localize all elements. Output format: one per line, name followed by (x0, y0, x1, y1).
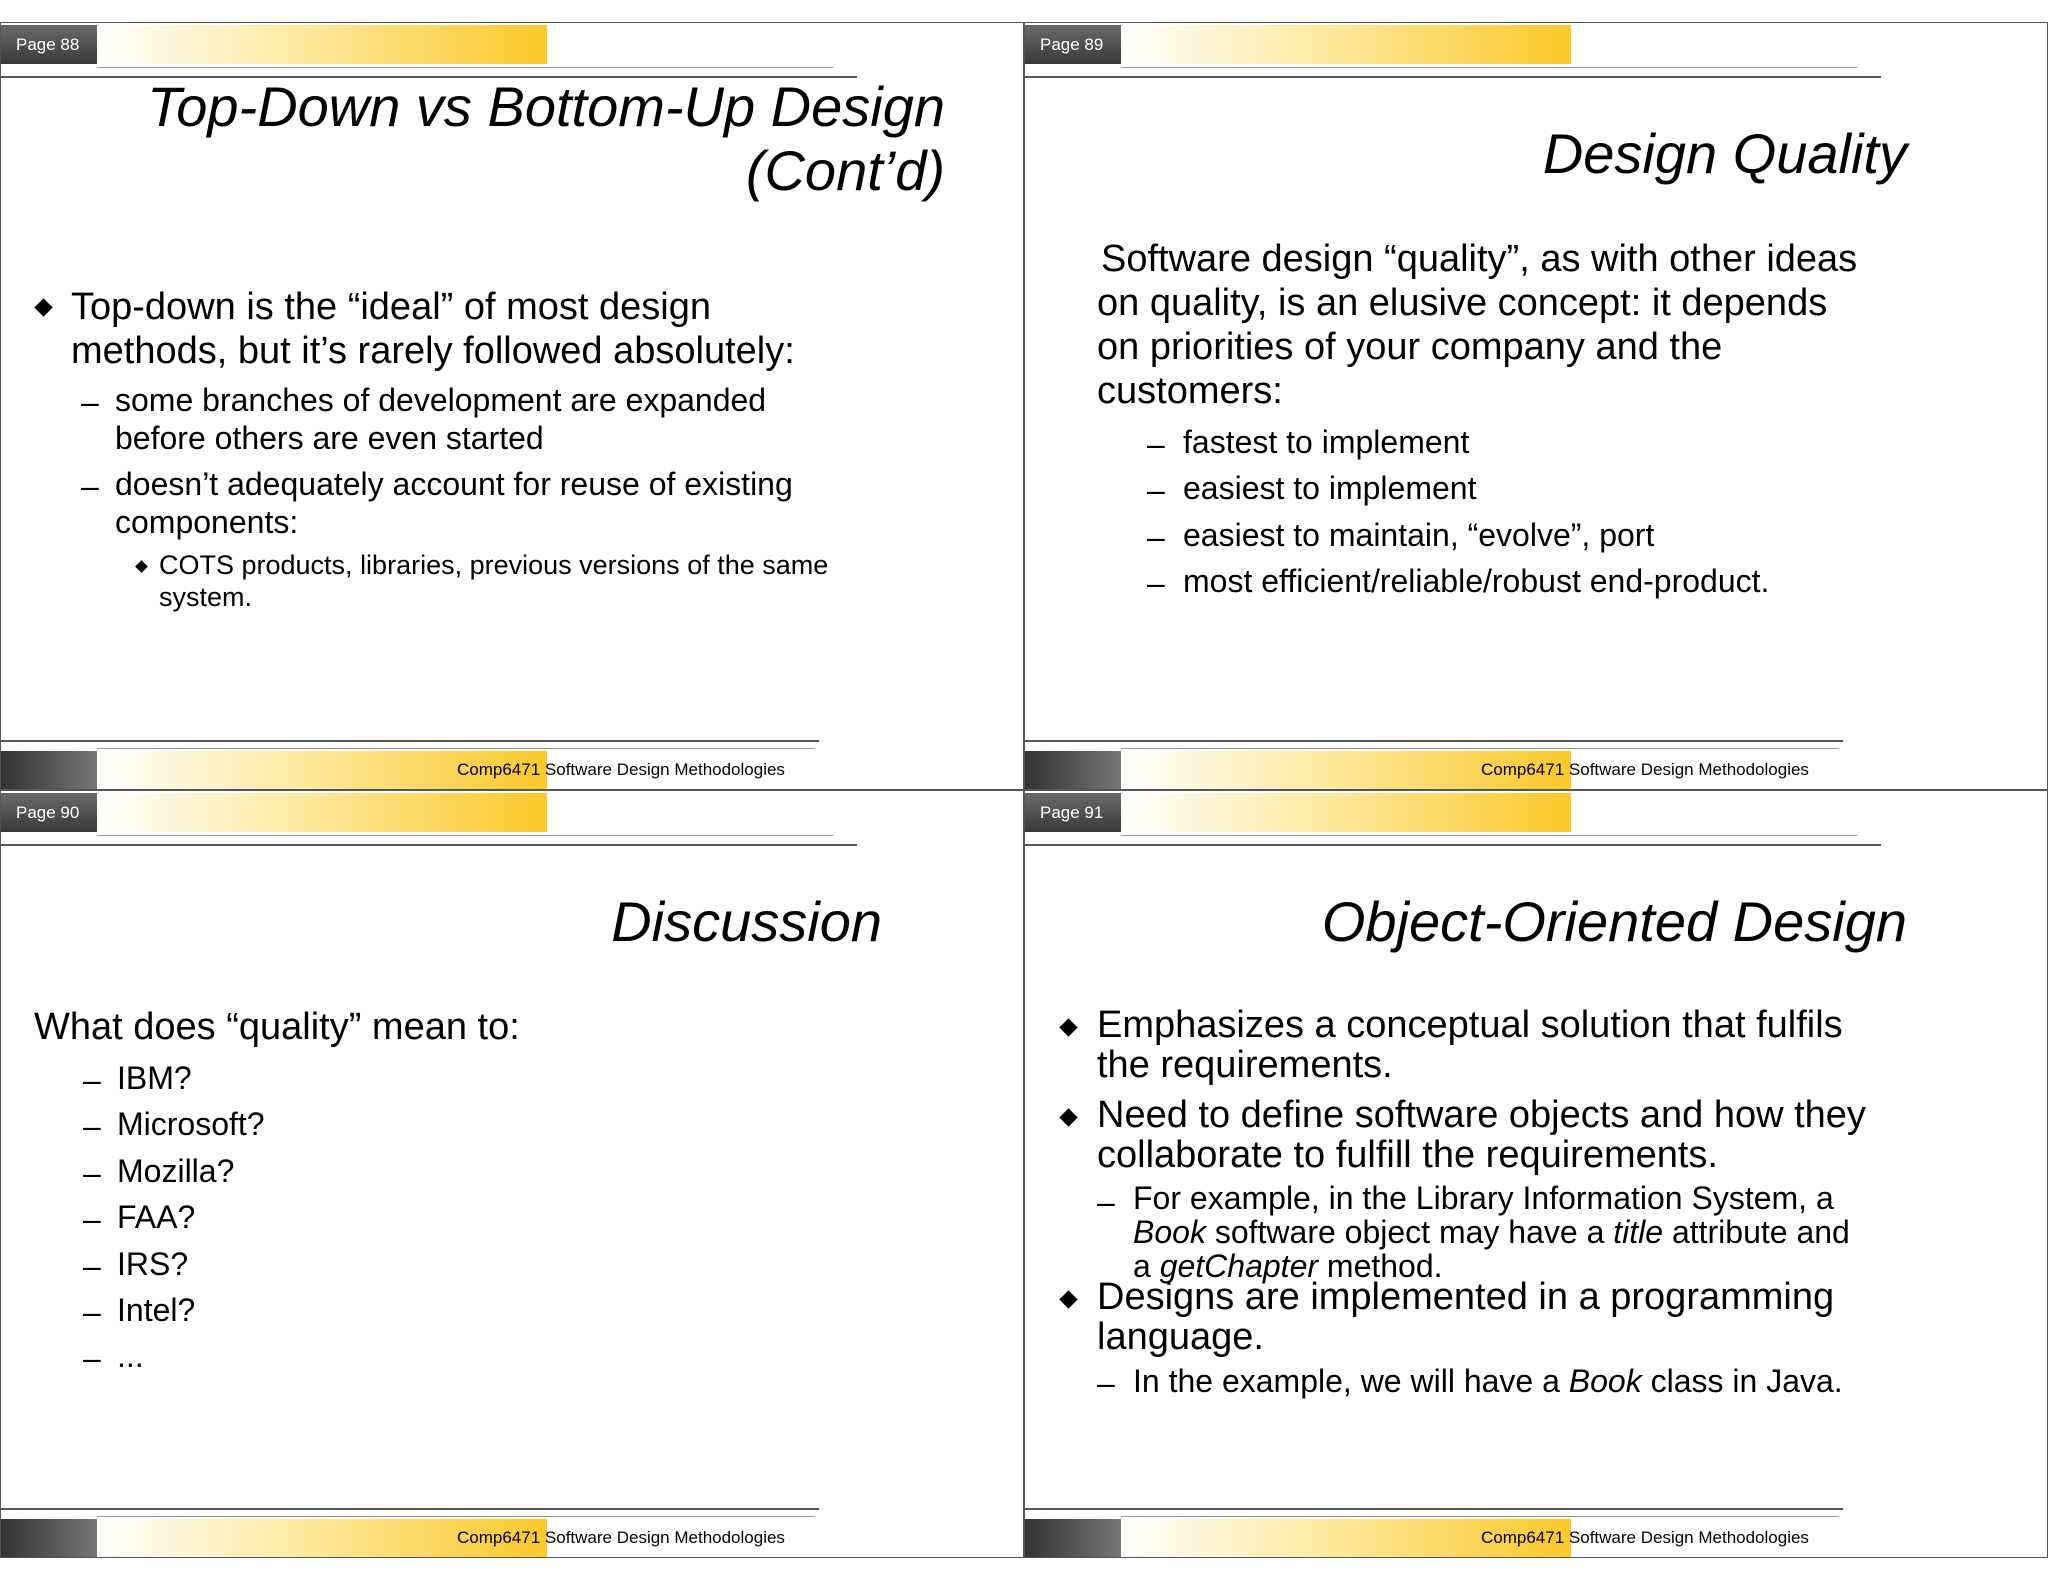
dash-bullet-icon: – (1097, 1365, 1115, 1401)
slide-page-89 (1024, 22, 2048, 790)
header-gradient-bar (1121, 793, 1571, 832)
footer-rule (1121, 748, 1839, 749)
footer-rule (1121, 1516, 1839, 1517)
footer-course-name: Software Design Methodologies (544, 760, 785, 779)
page-number: Page 90 (1, 793, 97, 832)
bullet-line: Designs are implemented in a programming (1097, 1276, 1835, 1318)
slide-title: Design Quality (1542, 122, 1907, 185)
footer-rule-dark (1025, 1508, 1843, 1510)
list-item: IRS? (117, 1246, 189, 1282)
bullet-text (1097, 1005, 1843, 1085)
header-rule-dark (1, 844, 857, 846)
paragraph-line: customers: (1097, 370, 1283, 412)
text-run: method. (1318, 1248, 1443, 1284)
header-rule (1121, 67, 1857, 68)
footer-course: Comp6471 (457, 760, 541, 779)
subsub-bullet-line: system. (159, 582, 253, 612)
header-gradient-bar (97, 793, 547, 832)
slide-page-91 (1024, 790, 2048, 1558)
list-item: IBM? (117, 1060, 192, 1096)
bullet-line: Emphasizes a conceptual solution that fulfils (1097, 1004, 1843, 1046)
slide-title (147, 75, 945, 203)
text-run: a (1133, 1248, 1160, 1284)
bullet-line: collaborate to fulfill the requirements. (1097, 1134, 1718, 1176)
sub-bullet-line: For example, in the Library Information System, a (1133, 1180, 1834, 1216)
page-number: Page 91 (1025, 793, 1121, 832)
dash-bullet-icon: – (81, 468, 99, 504)
footer-rule-dark (1025, 740, 1843, 742)
dash-bullet-icon: – (1097, 1184, 1115, 1220)
text-run: attribute and (1663, 1214, 1850, 1250)
footer-text (457, 1526, 785, 1550)
footer-course-name: Software Design Methodologies (544, 1528, 785, 1547)
bullet-text (71, 285, 795, 373)
italic-term: getChapter (1159, 1248, 1319, 1284)
diamond-bullet-icon (1059, 1108, 1077, 1126)
sub-bullet-line: some branches of development are expanded (115, 382, 767, 418)
text-run: class in Java. (1641, 1363, 1843, 1399)
slide-title-line2: (Cont’d) (745, 139, 945, 202)
header-rule-dark (1025, 844, 1881, 846)
list-item: ... (117, 1338, 144, 1374)
footer-rule-dark (1, 740, 819, 742)
italic-term: Book (1568, 1363, 1642, 1399)
dash-bullet-icon: – (1147, 565, 1165, 601)
slide-page-90 (0, 790, 1024, 1558)
list-item: easiest to maintain, “evolve”, port (1183, 517, 1655, 553)
diamond-bullet-icon (34, 298, 52, 316)
sub-bullet-line: components: (115, 504, 299, 540)
dash-bullet-icon: – (83, 1062, 101, 1098)
diamond-bullet-icon (1059, 1290, 1077, 1308)
sub-bullet-text (115, 381, 766, 457)
footer-rule (97, 1516, 815, 1517)
footer-course: Comp6471 (1481, 760, 1565, 779)
bullet-line: Need to define software objects and how they (1097, 1094, 1866, 1136)
subsub-bullet-line: COTS products, libraries, previous versions of the same (159, 550, 829, 580)
sub-bullet-text (115, 465, 793, 541)
footer-dark-block (1, 751, 97, 790)
diamond-bullet-icon (1059, 1018, 1077, 1036)
header-rule (1121, 835, 1857, 836)
bullet-line: methods, but it’s rarely followed absolutely: (71, 330, 795, 372)
sub-bullet-line: before others are even started (115, 420, 544, 456)
list-item: Mozilla? (117, 1153, 235, 1189)
list-item: fastest to implement (1183, 424, 1470, 460)
footer-rule (97, 748, 815, 749)
dash-bullet-icon: – (83, 1155, 101, 1191)
footer-dark-block (1, 1519, 97, 1558)
footer-course-name: Software Design Methodologies (1568, 760, 1809, 779)
footer-course: Comp6471 (457, 1528, 541, 1547)
subsub-bullet-text (159, 549, 828, 613)
footer-text (1481, 1526, 1809, 1550)
dash-bullet-icon: – (83, 1294, 101, 1330)
page-number: Page 89 (1025, 25, 1121, 64)
slide-page-88 (0, 22, 1024, 790)
text-run: software object may have a (1205, 1214, 1614, 1250)
page-number: Page 88 (1, 25, 97, 64)
dash-bullet-icon: – (1147, 426, 1165, 462)
header-gradient-bar (97, 25, 547, 64)
header-gradient-bar (1121, 25, 1571, 64)
paragraph-line: on priorities of your company and the (1097, 326, 1723, 368)
list-item: easiest to implement (1183, 470, 1477, 506)
dash-bullet-icon: – (1147, 519, 1165, 555)
bullet-line: the requirements. (1097, 1044, 1393, 1086)
footer-course: Comp6471 (1481, 1528, 1565, 1547)
dash-bullet-icon: – (83, 1248, 101, 1284)
slide-title-line1: Top-Down vs Bottom-Up Design (147, 75, 945, 138)
bullet-line: Top-down is the “ideal” of most design (71, 286, 711, 328)
dash-bullet-icon: – (83, 1201, 101, 1237)
slide-title: Discussion (611, 890, 882, 953)
footer-course-name: Software Design Methodologies (1568, 1528, 1809, 1547)
header-rule (97, 67, 833, 68)
dash-bullet-icon: – (83, 1108, 101, 1144)
bullet-text (1097, 1277, 1834, 1357)
list-item: most efficient/reliable/robust end-product. (1183, 563, 1770, 599)
footer-dark-block (1025, 1519, 1121, 1558)
footer-dark-block (1025, 751, 1121, 790)
sub-bullet-text (1133, 1362, 1843, 1400)
italic-term: Book (1133, 1214, 1206, 1250)
header-rule-dark (1025, 76, 1881, 78)
bullet-line: language. (1097, 1316, 1264, 1358)
dash-bullet-icon: – (81, 384, 99, 420)
italic-term: title (1613, 1214, 1664, 1250)
list-item: Intel? (117, 1292, 196, 1328)
dash-bullet-icon: – (1147, 472, 1165, 508)
diamond-bullet-icon (135, 560, 148, 573)
footer-rule-dark (1, 1508, 819, 1510)
footer-text (1481, 758, 1809, 782)
paragraph (1097, 237, 1857, 413)
question-text: What does “quality” mean to: (34, 1006, 520, 1048)
text-run: In the example, we will have a (1133, 1363, 1569, 1399)
header-rule (97, 835, 833, 836)
list-item: Microsoft? (117, 1106, 265, 1142)
list-item: FAA? (117, 1199, 196, 1235)
sub-bullet-line: doesn’t adequately account for reuse of existing (115, 466, 793, 502)
paragraph-line: Software design “quality”, as with other ideas (1101, 238, 1858, 280)
sub-bullet-text (1133, 1181, 1850, 1283)
slide-title: Object-Oriented Design (1321, 890, 1907, 953)
footer-text (457, 758, 785, 782)
dash-bullet-icon: – (83, 1340, 101, 1376)
sub-bullet-line (1133, 1215, 1850, 1249)
bullet-text (1097, 1095, 1866, 1175)
paragraph-line: on quality, is an elusive concept: it depends (1097, 282, 1828, 324)
